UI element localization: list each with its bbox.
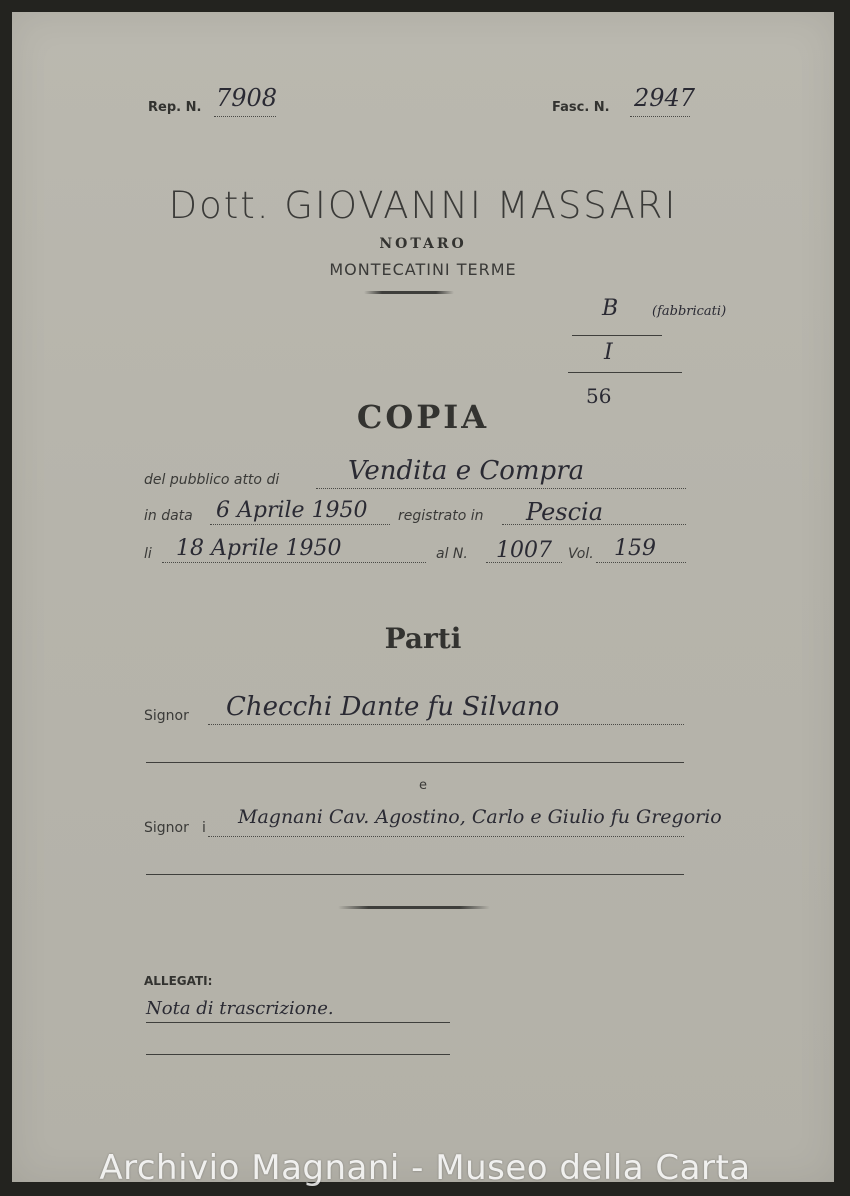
- signor1-underline: [208, 724, 684, 725]
- parti-heading: Parti: [384, 622, 462, 655]
- parti-conjunction: e: [419, 778, 427, 793]
- allegati-rule-1: [146, 1022, 450, 1023]
- atto-value: Vendita e Compra: [348, 456, 585, 486]
- signor2-suffix: i: [202, 820, 206, 836]
- li-underline: [162, 562, 426, 563]
- allegati-value: Nota di trascrizione.: [146, 998, 334, 1019]
- registrato-value: Pescia: [526, 498, 604, 526]
- notary-name: Dott. GIOVANNI MASSARI: [168, 184, 678, 227]
- signor2-label: Signor: [144, 820, 189, 836]
- volume-value: 159: [614, 536, 656, 561]
- allegati-rule-2: [146, 1054, 450, 1055]
- rep-value: 7908: [216, 84, 278, 112]
- atto-underline: [316, 488, 686, 489]
- data-value: 6 Aprile 1950: [216, 498, 368, 523]
- signor2-underline: [208, 836, 684, 837]
- signor1-rule: [146, 762, 684, 763]
- numero-value: 1007: [496, 538, 552, 563]
- signor1-value: Checchi Dante fu Silvano: [226, 692, 560, 722]
- li-label: li: [144, 546, 152, 562]
- parti-ornament: [338, 906, 490, 909]
- notary-city: MONTECATINI TERME: [329, 260, 517, 279]
- document-title: COPIA: [356, 398, 490, 436]
- rep-label: Rep. N.: [148, 100, 202, 115]
- fasc-label: Fasc. N.: [552, 100, 610, 115]
- atto-label: del pubblico atto di: [144, 472, 280, 488]
- class-line3: 56: [586, 384, 612, 408]
- class-line2: I: [604, 340, 613, 365]
- registrato-label: registrato in: [398, 508, 484, 524]
- class-line1-note: (fabbricati): [652, 304, 727, 319]
- numero-label: al N.: [436, 546, 468, 562]
- allegati-label: ALLEGATI:: [144, 974, 213, 988]
- fasc-value: 2947: [634, 84, 696, 112]
- fasc-underline: [630, 116, 690, 117]
- volume-label: Vol.: [568, 546, 594, 562]
- class-rule-1: [572, 335, 662, 336]
- signor1-label: Signor: [144, 708, 189, 724]
- notary-role: NOTARO: [379, 236, 467, 252]
- data-underline: [210, 524, 390, 525]
- class-rule-2: [568, 372, 682, 373]
- rep-underline: [214, 116, 276, 117]
- signor2-rule: [146, 874, 684, 875]
- letterhead-ornament: [364, 291, 454, 294]
- signor2-value: Magnani Cav. Agostino, Carlo e Giulio fu Gregorio: [238, 806, 722, 828]
- data-label: in data: [144, 508, 193, 524]
- class-line1: B: [602, 296, 619, 321]
- archive-watermark: Archivio Magnani - Museo della Carta: [99, 1148, 751, 1188]
- document-page: [12, 12, 834, 1182]
- li-value: 18 Aprile 1950: [176, 536, 342, 561]
- volume-underline: [596, 562, 686, 563]
